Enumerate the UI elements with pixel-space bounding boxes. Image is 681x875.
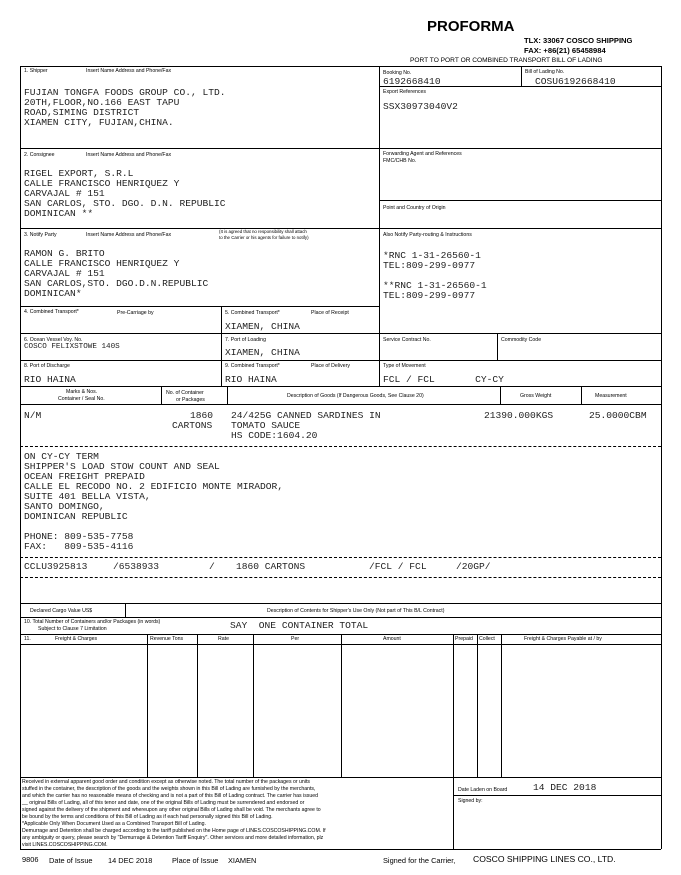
laden-label: Date Laden on Board <box>458 787 508 793</box>
divider-upper-mid <box>379 66 380 386</box>
notify-line: SAN CARLOS,STO. DGO.D.N.REPUBLIC <box>24 278 209 289</box>
divider-cargo-3 <box>500 386 501 404</box>
footer-date-label: Date of Issue <box>49 856 93 865</box>
divider-cargo-2 <box>227 386 228 404</box>
booking-value: 6192668410 <box>383 76 441 87</box>
laden-value: 14 DEC 2018 <box>533 782 597 793</box>
rate-header: Rate <box>218 636 229 642</box>
terms-line: SHIPPER'S LOAD STOW COUNT AND SEAL <box>24 461 220 472</box>
divider-freight-4 <box>341 634 342 777</box>
terms-line: PHONE: 809-535-7758 <box>24 531 134 542</box>
discharge-value: RIO HAINA <box>24 374 76 385</box>
total-value: SAY ONE CONTAINER TOTAL <box>230 620 369 631</box>
footer-code: 9806 <box>22 855 39 864</box>
terms-line: SANTO DOMINGO, <box>24 501 105 512</box>
line-declared-top <box>20 603 661 604</box>
cargo-description: 24/425G CANNED SARDINES IN <box>231 410 381 421</box>
consignee-line: CARVAJAL # 151 <box>24 188 105 199</box>
prepaid-header: Prepaid <box>455 636 473 642</box>
shipper-line: FUJIAN TONGFA FOODS GROUP CO., LTD. <box>24 87 226 98</box>
freight-header: Freight & Charges <box>55 636 98 642</box>
terms-line: DOMINICAN REPUBLIC <box>24 511 128 522</box>
cargo-description: TOMATO SAUCE <box>231 420 301 431</box>
line-notify-bottom <box>20 306 379 307</box>
movement-label: Type of Movement <box>383 363 426 369</box>
consignee-line: RIGEL EXPORT, S.R.L <box>24 168 134 179</box>
line-discharge-bottom <box>20 386 661 387</box>
divider-freight-7 <box>501 634 502 777</box>
delivery-label: 9. Combined Transport* <box>225 363 280 369</box>
footer-place-label: Place of Issue <box>172 856 219 865</box>
packages-header: No. of Container <box>166 390 204 396</box>
line-consignee-bottom <box>20 228 661 229</box>
container-number: CCLU3925813 <box>24 561 88 572</box>
payable-header: Freight & Charges Payable at / by <box>524 636 602 642</box>
line-cargo-header-bottom <box>20 404 661 405</box>
discharge-label: 8. Port of Discharge <box>24 363 70 369</box>
divider-freight-2 <box>197 634 198 777</box>
consignee-line: CALLE FRANCISCO HENRIQUEZ Y <box>24 178 180 189</box>
divider-cargo-1 <box>161 386 162 404</box>
cargo-package-unit: CARTONS <box>172 420 213 431</box>
notify-label: 3. Notify Party <box>24 232 57 238</box>
fineprint-line: be bound by the terms and conditions of this Bill of Lading as if each had personally signed this Bill of Lading. <box>22 814 273 820</box>
line-laden-bottom <box>453 795 661 796</box>
notify-sublabel: Insert Name Address and Phone/Fax <box>86 232 172 238</box>
line-precarriage-bottom <box>20 333 661 334</box>
terms-line: FAX: 809-535-4116 <box>24 541 134 552</box>
marks-header: Container / Seal No. <box>58 396 105 402</box>
fwd-agent-sublabel: FMC/CHB No. <box>383 158 417 164</box>
container-slash: / <box>209 561 215 572</box>
cargo-description: HS CODE:1604.20 <box>231 430 318 441</box>
shipper-label: 1. Shipper <box>24 68 48 74</box>
line-freight-bottom <box>20 777 661 778</box>
total-sublabel: Subject to Clause 7 Limitation <box>38 626 107 632</box>
bl-value: COSU6192668410 <box>535 76 616 87</box>
container-size: /20GP/ <box>456 561 491 572</box>
fineprint-line: Received in external apparent good order and condition except as otherwise noted. The total number of the packages or units <box>22 779 310 785</box>
fineprint-line: signed against the delivery of the shipment and whereupon any other original Bills of Lading shall be void. The merchants agree to <box>22 807 321 813</box>
dash-after-container <box>20 577 661 578</box>
divider-bottom <box>453 777 454 849</box>
delivery-sublabel: Place of Delivery <box>311 363 350 369</box>
cargo-measurement: 25.0000CBM <box>589 410 647 421</box>
shipper-line: XIAMEN CITY, FUJIAN,CHINA. <box>24 117 174 128</box>
frame-bottom <box>20 849 661 850</box>
declared-value-label: Declared Cargo Value US$ <box>30 608 93 614</box>
service-contract-label: Service Contract No. <box>383 337 431 343</box>
receipt-label: 5. Combined Transport* <box>225 310 280 316</box>
frame-top <box>20 66 661 67</box>
bl-label: Bill of Lading No. <box>525 69 565 75</box>
notify-note: to the Carrier or his agents for failure to notify) <box>219 235 309 240</box>
packages-header: or Packages <box>176 397 205 403</box>
movement-value: FCL / FCL CY-CY <box>383 374 504 385</box>
freight-no: 11. <box>24 636 31 642</box>
shipper-line: 20TH,FLOOR,NO.166 EAST TAPU <box>24 97 180 108</box>
origin-label: Point and Country of Origin <box>383 205 446 211</box>
frame-right <box>661 66 662 849</box>
precarriage-label: 4. Combined Transport* <box>24 309 79 315</box>
revenue-tons-header: Revenue Tons <box>150 636 184 642</box>
cargo-weight: 21390.000KGS <box>484 410 554 421</box>
divider-freight-3 <box>253 634 254 777</box>
goods-header: Description of Goods (If Dangerous Goods, See Clause 20) <box>287 393 424 399</box>
document-title: PROFORMA <box>427 18 515 35</box>
signed-by-label: Signed by: <box>458 798 483 804</box>
line-fwd-bottom <box>379 200 661 201</box>
notify-note: (It is agreed that no responsibility shall attach <box>219 229 307 234</box>
cargo-package-count: 1860 <box>190 410 214 421</box>
notify-line: CARVAJAL # 151 <box>24 268 105 279</box>
container-cartons: 1860 CARTONS <box>236 561 306 572</box>
amount-header: Amount <box>383 636 401 642</box>
divider-freight-5 <box>453 634 454 777</box>
measurement-header: Measurement <box>595 393 627 399</box>
loading-label: 7. Port of Loading <box>225 337 266 343</box>
footer-carrier-label: Signed for the Carrier, <box>383 856 456 865</box>
divider-declared <box>125 603 126 617</box>
fineprint-line: any ambiguity or query, please search by "Demurrage & Detention Tariff Enquiry". Other services and more detailed information, plz <box>22 835 324 841</box>
per-header: Per <box>291 636 300 642</box>
dash-after-goods <box>20 446 661 447</box>
consignee-line: SAN CARLOS, STO. DGO. D.N. REPUBLIC <box>24 198 226 209</box>
notify-line: DOMINICAN* <box>24 288 82 299</box>
vessel-label: 6. Ocean Vessel Voy. No. <box>24 337 83 343</box>
line-vessel-bottom <box>20 360 661 361</box>
precarriage-sublabel: Pre-Carriage by <box>117 310 154 316</box>
contents-label: Description of Contents for Shipper's Use Only (Not part of This B/L Contract) <box>267 608 445 614</box>
consignee-label: 2. Consignee <box>24 152 55 158</box>
notify-line: RAMON G. BRITO <box>24 248 105 259</box>
line-freight-header-bottom <box>20 644 661 645</box>
divider-commodity <box>497 333 498 360</box>
also-notify-line: **RNC 1-31-26560-1 <box>383 280 487 291</box>
delivery-value: RIO HAINA <box>225 374 277 385</box>
terms-line: CALLE EL RECODO NO. 2 EDIFICIO MONTE MIRADOR, <box>24 481 284 492</box>
vessel-value: COSCO FELIXSTOWE 140S <box>24 343 120 351</box>
line-shipper-bottom <box>20 148 661 149</box>
total-label: 10. Total Number of Containers and/or Packages (in words) <box>24 619 161 625</box>
fineprint-line: *Applicable Only When Document Used as a Combined Transport Bill of Lading. <box>22 821 206 827</box>
document-subtitle: PORT TO PORT OR COMBINED TRANSPORT BILL OF LADING <box>410 57 603 64</box>
also-notify-line: TEL:809-299-0977 <box>383 290 476 301</box>
footer-date: 14 DEC 2018 <box>108 856 153 865</box>
line-declared-bottom <box>20 617 661 618</box>
weight-header: Gross Weight <box>520 393 552 399</box>
divider-cargo-4 <box>581 386 582 404</box>
cargo-marks: N/M <box>24 410 42 421</box>
footer-place: XIAMEN <box>228 856 257 865</box>
receipt-value: XIAMEN, CHINA <box>225 321 300 332</box>
loading-value: XIAMEN, CHINA <box>225 347 300 358</box>
fineprint-line: Demurrage and Detention shall be charged according to the tariff published on the Home page of LINES.COSCOSHIPPING.COM. If <box>22 828 326 834</box>
dash-before-container <box>20 557 661 558</box>
footer-carrier: COSCO SHIPPING LINES CO., LTD. <box>473 854 616 864</box>
divider-freight-6 <box>477 634 478 777</box>
notify-line: CALLE FRANCISCO HENRIQUEZ Y <box>24 258 180 269</box>
also-notify-label: Also Notify Party-routing & Instructions <box>383 232 472 238</box>
tlx-line: TLX: 33067 COSCO SHIPPING <box>524 36 633 45</box>
shipper-sublabel: Insert Name Address and Phone/Fax <box>86 68 172 74</box>
export-ref-value: SSX30973040V2 <box>383 101 458 112</box>
fineprint-line: __ original Bills of Lading, all of this tenor and date, one of the original Bills of Lading must be surrendered and endorsed or <box>22 800 305 806</box>
shipper-line: ROAD,SIMING DISTRICT <box>24 107 140 118</box>
terms-line: SUITE 401 BELLA VISTA, <box>24 491 151 502</box>
consignee-line: DOMINICAN ** <box>24 208 94 219</box>
divider-booking <box>521 66 522 86</box>
marks-header: Marks & Nos. <box>66 389 98 395</box>
receipt-sublabel: Place of Receipt <box>311 310 349 316</box>
terms-line: ON CY-CY TERM <box>24 451 99 462</box>
divider-receipt <box>221 306 222 386</box>
terms-line: OCEAN FREIGHT PREPAID <box>24 471 145 482</box>
booking-label: Booking No. <box>383 70 412 76</box>
fwd-agent-label: Forwarding Agent and References <box>383 151 462 157</box>
fineprint-line: stuffed in the container, the description of the goods and the weights shown in this Bill of Lading are furnished by the merchants, <box>22 786 316 792</box>
container-type: /FCL / FCL <box>369 561 427 572</box>
fineprint-line: and which the carrier has no reasonable means of checking and is not a part of this Bill of Lading contract. The carrier has issued <box>22 793 319 799</box>
consignee-sublabel: Insert Name Address and Phone/Fax <box>86 152 172 158</box>
commodity-label: Commodity Code <box>501 337 542 343</box>
export-ref-label: Export References <box>383 89 426 95</box>
container-seal: /6538933 <box>113 561 160 572</box>
also-notify-line: TEL:809-299-0977 <box>383 260 476 271</box>
fax-line: FAX: +86(21) 65458984 <box>524 46 606 55</box>
collect-header: Collect <box>479 636 495 642</box>
fineprint-line: visit LINES.COSCOSHIPPING.COM. <box>22 842 108 848</box>
also-notify-line: *RNC 1-31-26560-1 <box>383 250 481 261</box>
divider-freight-1 <box>147 634 148 777</box>
frame-left <box>20 66 21 849</box>
